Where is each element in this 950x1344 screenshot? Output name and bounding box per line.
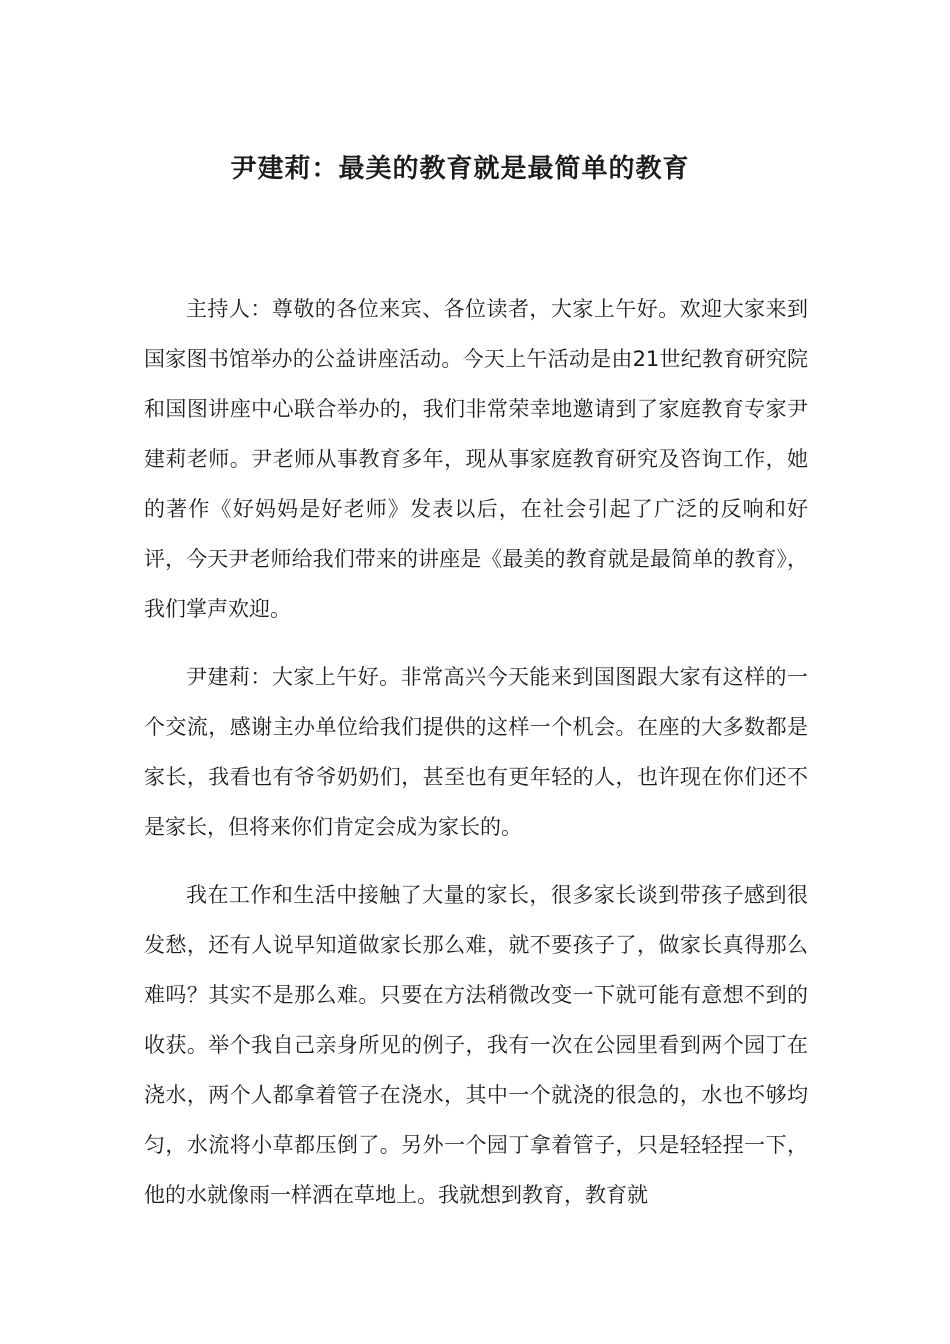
paragraph-host-intro: 主持人：尊敬的各位来宾、各位读者，大家上午好。欢迎大家来到国家图书馆举办的公益讲座活动。今天上午活动是由21世纪教育研究院和国图讲座中心联合举办的，我们非常荣幸地邀请到了家庭教育专家尹建莉老师。尹老师从事教育多年，现从事家庭教育研究及咨询工作，她的著作《好妈妈是好老师》发表以后，在社会引起了广泛的反响和好评，今天尹老师给我们带来的讲座是《最美的教育就是最简单的教育》，我们掌声欢迎。 <box>144 297 808 621</box>
document-body <box>144 284 808 1238</box>
paragraph-speaker-greeting: 尹建莉：大家上午好。非常高兴今天能来到国图跟大家有这样的一个交流，感谢主办单位给我们提供的这样一个机会。在座的大多数都是家长，我看也有爷爷奶奶们，甚至也有更年轻的人，也许现在你们还不是家长，但将来你们肯定会成为家长的。 <box>144 665 808 839</box>
document-title: 尹建莉：最美的教育就是最简单的教育 <box>230 154 690 184</box>
paragraph-speaker-story: 我在工作和生活中接触了大量的家长，很多家长谈到带孩子感到很发愁，还有人说早知道做家长那么难，就不要孩子了，做家长真得那么难吗？其实不是那么难。只要在方法稍微改变一下就可能有意想不到的收获。举个我自己亲身所见的例子，我有一次在公园里看到两个园丁在浇水，两个人都拿着管子在浇水，其中一个就浇的很急的，水也不够均匀，水流将小草都压倒了。另外一个园丁拿着管子，只是轻轻捏一下，他的水就像雨一样洒在草地上。我就想到教育，教育就 <box>144 883 808 1207</box>
